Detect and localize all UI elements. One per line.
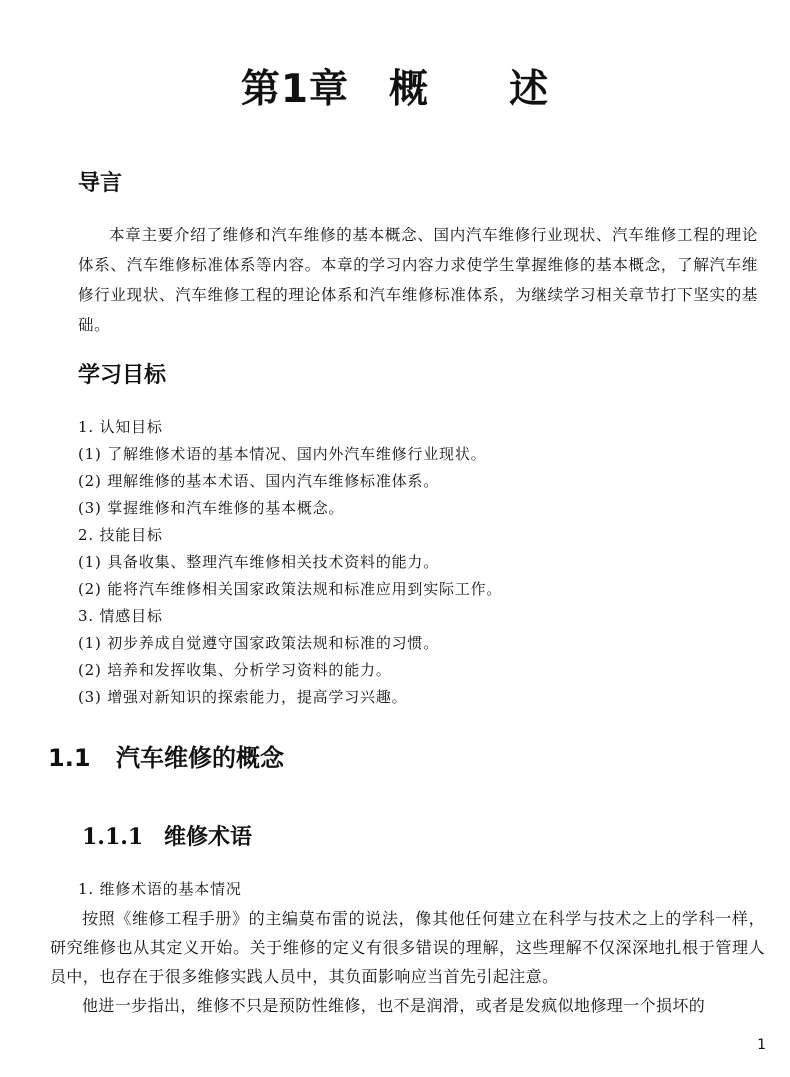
chapter-number: 第1章 [240, 67, 350, 112]
section-1-1-title: 汽车维修的概念 [116, 744, 284, 772]
objective-item: (1) 具备收集、整理汽车维修相关技术资料的能力。 [78, 553, 440, 571]
intro-paragraph: 本章主要介绍了维修和汽车维修的基本概念、国内汽车维修行业现状、汽车维修工程的理论体系、汽车维修标准体系等内容。本章的学习内容力求使学生掌握维修的基本概念，了解汽车维修行业现状、汽车维修工程的理论体系和汽车维修标准体系，为继续学习相关章节打下坚实的基础。 [78, 226, 758, 334]
chapter-title-char-1: 概 [389, 67, 430, 112]
objective-item: (1) 初步养成自觉遵守国家政策法规和标准的习惯。 [78, 634, 440, 652]
objective-item: (2) 理解维修的基本术语、国内汽车维修标准体系。 [78, 472, 440, 490]
objective-item: (2) 培养和发挥收集、分析学习资料的能力。 [78, 661, 392, 679]
section-1-1-1-title: 维修术语 [164, 825, 253, 850]
section-1-1-1-number: 1.1.1 [82, 824, 144, 850]
objective-item: 2. 技能目标 [78, 526, 163, 544]
objective-item: 3. 情感目标 [78, 607, 163, 625]
intro-heading: 导言 [78, 171, 123, 196]
objective-item: (2) 能将汽车维修相关国家政策法规和标准应用到实际工作。 [78, 580, 503, 598]
objective-item: (3) 掌握维修和汽车维修的基本概念。 [78, 499, 345, 517]
objective-item: (3) 增强对新知识的探索能力，提高学习兴趣。 [78, 688, 408, 706]
subsection-label: 1. 维修术语的基本情况 [78, 880, 242, 898]
section-1-1-number: 1.1 [48, 744, 91, 772]
objective-item: (1) 了解维修术语的基本情况、国内外汽车维修行业现状。 [78, 445, 487, 463]
chapter-title-char-2: 述 [509, 67, 550, 112]
chapter-title [0, 58, 790, 114]
section-1-1-heading [48, 738, 284, 773]
objectives-heading: 学习目标 [78, 363, 167, 388]
section-1-1-1-heading [82, 820, 252, 851]
body-paragraph-1: 按照《维修工程手册》的主编莫布雷的说法，像其他任何建立在科学与技术之上的学科一样，研究维修也从其定义开始。关于维修的定义有很多错误的理解，这些理解不仅深深地扎根于管理人员中，也存在于很多维修实践人员中，其负面影响应当首先引起注意。 [50, 909, 765, 986]
objective-item: 1. 认知目标 [78, 418, 163, 436]
page-number: 1 [757, 1037, 766, 1053]
body-paragraph-2: 他进一步指出，维修不只是预防性维修，也不是润滑，或者是发疯似地修理一个损坏的 [82, 996, 706, 1015]
objectives-list [78, 414, 758, 711]
